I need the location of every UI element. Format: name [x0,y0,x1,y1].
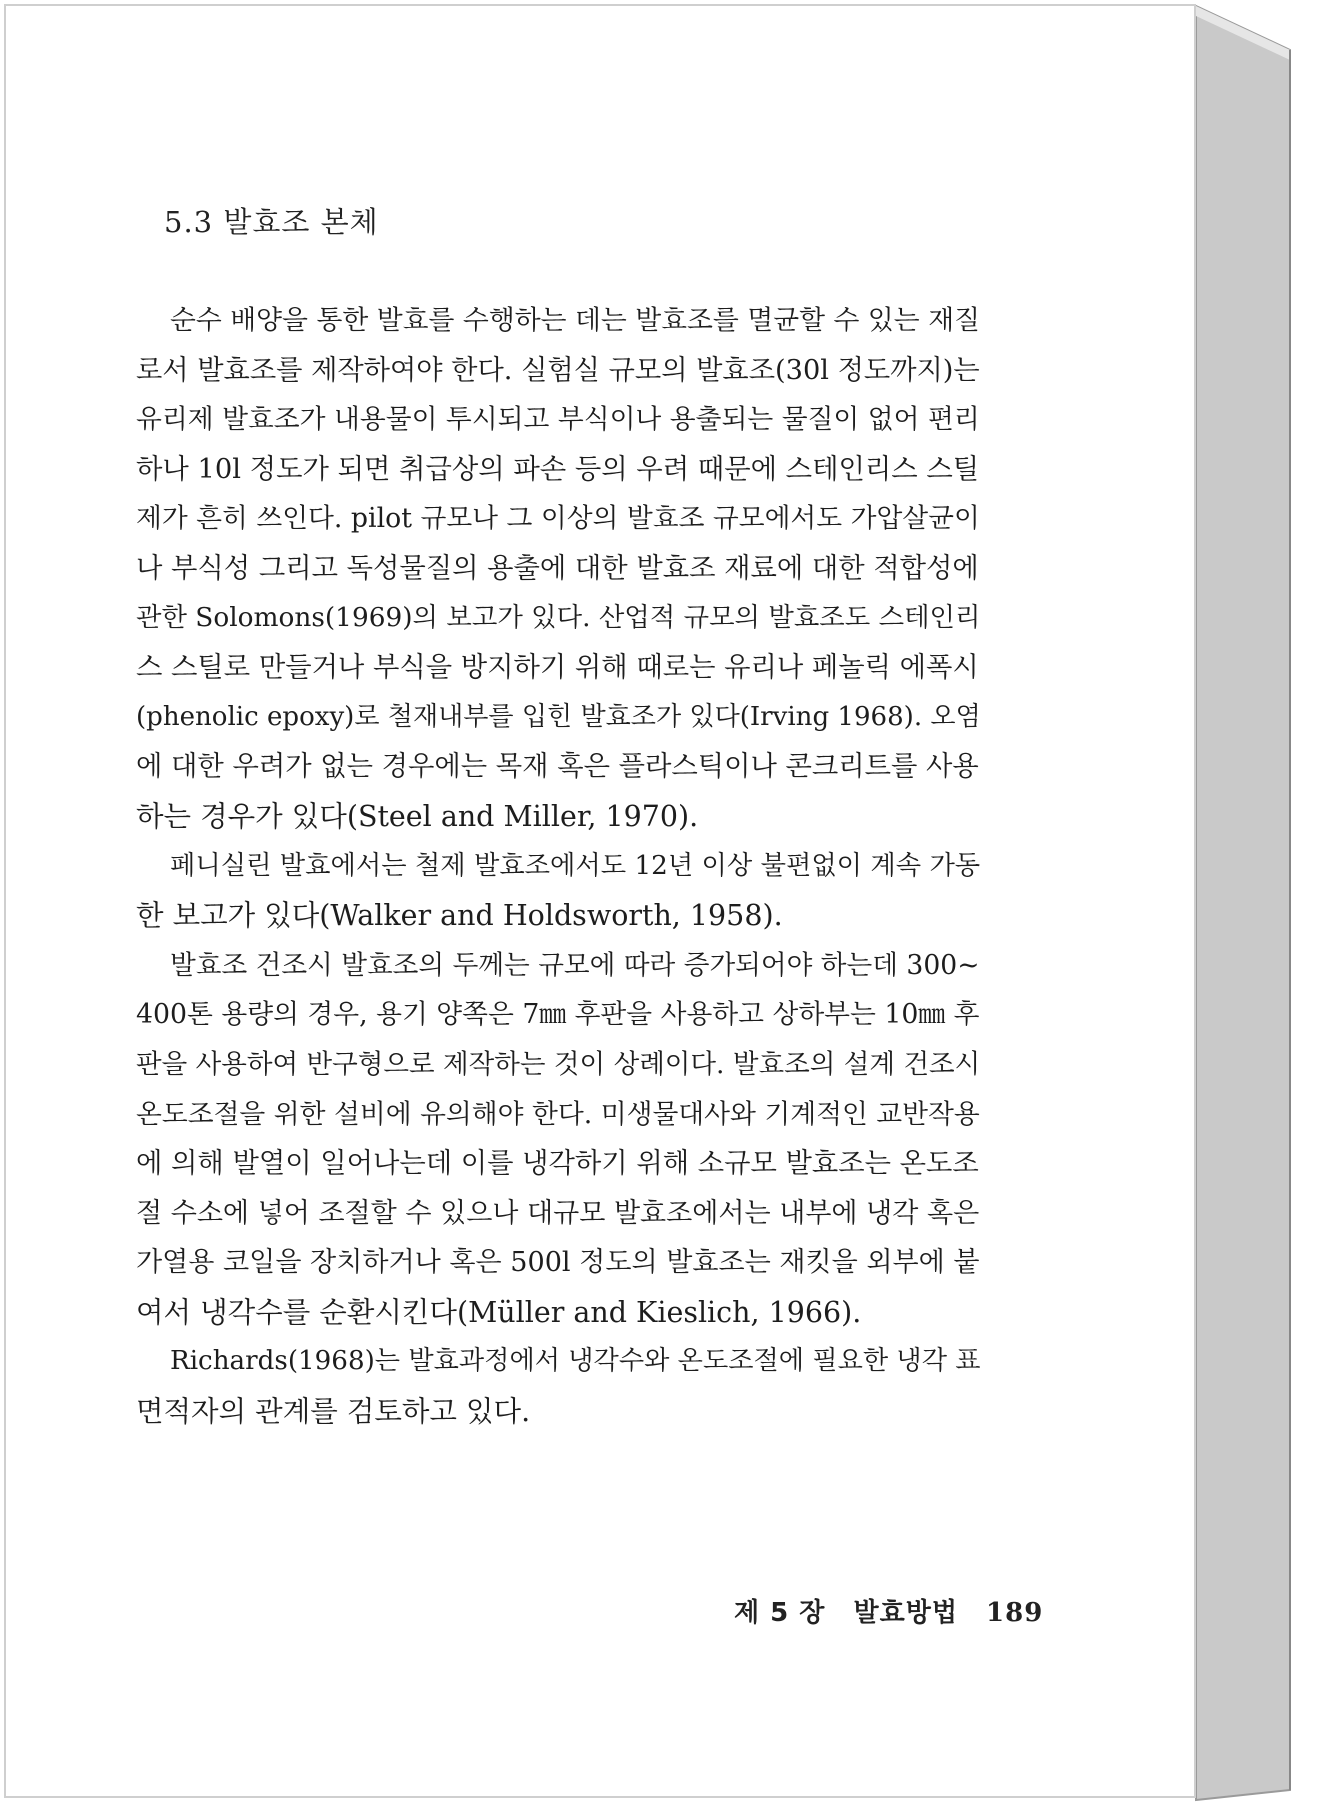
text-line: 스 스틸로 만들거나 부식을 방지하기 위해 때로는 유리나 페놀릭 에폭시 [136,652,979,684]
text-line: 하나 10l 정도가 되면 취급상의 파손 등의 우려 때문에 스테인리스 스틸 [136,453,980,485]
text-line: 제가 흔히 쓰인다. pilot 규모나 그 이상의 발효조 규모에서도 가압살균이 [136,503,980,535]
paragraph [136,296,1012,842]
text-line: 여서 냉각수를 순환시킨다(Müller and Kieslich, 1966). [136,1295,862,1329]
text-line: 페니실린 발효에서는 철제 발효조에서도 12년 이상 불편없이 계속 가동 [170,850,981,881]
text-line: 로서 발효조를 제작하여야 한다. 실험실 규모의 발효조(30l 정도까지)는 [136,354,980,386]
text-line: 하는 경우가 있다(Steel and Miller, 1970). [136,799,699,833]
text-line: 한 보고가 있다(Walker and Holdsworth, 1958). [136,899,783,933]
text-line: 순수 배양을 통한 발효를 수행하는 데는 발효조를 멸균할 수 있는 재질 [170,305,980,336]
text-line: 절 수소에 넣어 조절할 수 있으나 대규모 발효조에서는 내부에 냉각 혹은 [136,1197,980,1229]
text-line: 관한 Solomons(1969)의 보고가 있다. 산업적 규모의 발효조도 스테인리 [136,602,981,633]
paragraph [136,842,1012,941]
paragraph [136,1337,1012,1436]
text-line: 유리제 발효조가 내용물이 투시되고 부식이나 용출되는 물질이 없어 편리 [136,404,980,436]
text-line: 가열용 코일을 장치하거나 혹은 500l 정도의 발효조는 재킷을 외부에 붙 [136,1247,980,1279]
paragraph [136,941,1012,1338]
text-line: (phenolic epoxy)로 철재내부를 입힌 발효조가 있다(Irving 1968). 오염 [136,701,981,732]
section-title: 5.3 발효조 본체 [164,205,379,239]
text-line: 판을 사용하여 반구형으로 제작하는 것이 상례이다. 발효조의 설계 건조시 [136,1048,981,1080]
text-line: 에 대한 우려가 없는 경우에는 목재 혹은 플라스틱이나 콘크리트를 사용 [136,751,979,783]
text-line: Richards(1968)는 발효과정에서 냉각수와 온도조절에 필요한 냉각 표 [170,1346,981,1377]
text-line: 온도조절을 위한 설비에 유의해야 한다. 미생물대사와 기계적인 교반작용 [136,1098,980,1130]
page-footer [734,1592,1043,1629]
chapter-label: 제 5 장 [734,1598,826,1628]
page-number: 189 [986,1598,1044,1628]
text-line: 면적자의 관계를 검토하고 있다. [136,1395,531,1429]
text-line: 400톤 용량의 경우, 용기 양쪽은 7㎜ 후판을 사용하고 상하부는 10㎜ 후 [136,999,980,1031]
text-line: 발효조 건조시 발효조의 두께는 규모에 따라 증가되어야 하는데 300~ [170,949,980,981]
body-text [136,296,1012,1437]
chapter-title: 발효방법 [853,1598,958,1628]
text-line: 나 부식성 그리고 독성물질의 용출에 대한 발효조 재료에 대한 적합성에 [136,552,979,584]
text-line: 에 의해 발열이 일어나는데 이를 냉각하기 위해 소규모 발효조는 온도조 [136,1148,979,1180]
